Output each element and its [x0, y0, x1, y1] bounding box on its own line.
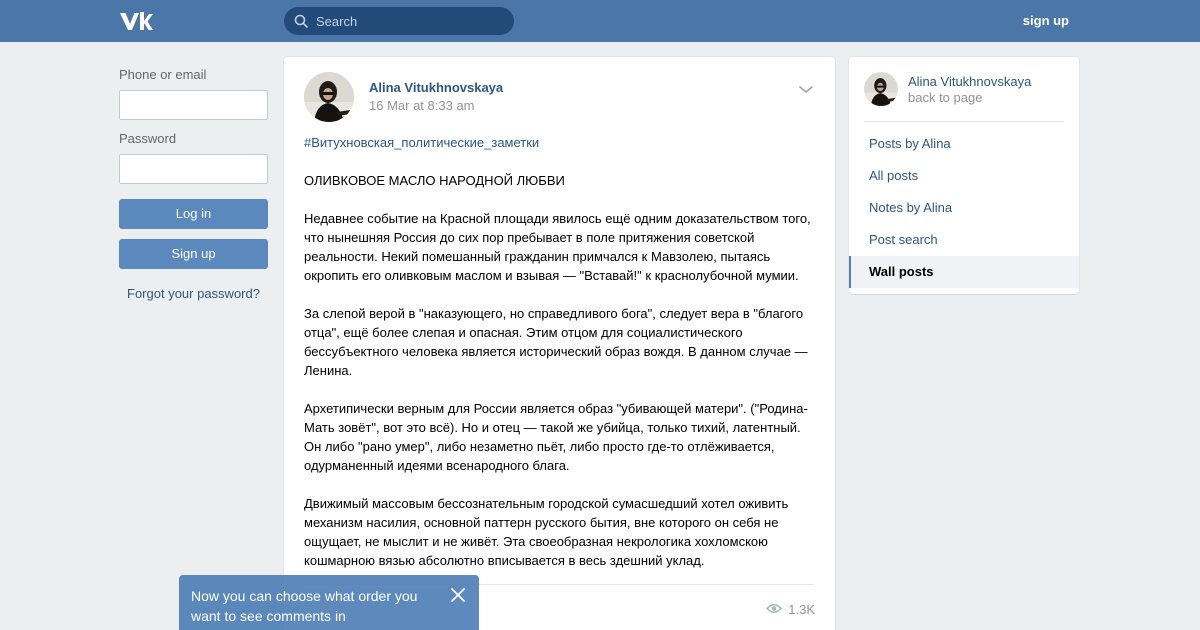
top-header	[0, 0, 1200, 42]
notification-toast	[179, 575, 479, 630]
password-label: Password	[119, 131, 177, 146]
post-paragraph: Движимый массовым бессознательным городской сумасшедший хотел оживить механизм насилия, основной паттерн русского бытия, вне которого он себя не ощущает, не мыслит и не живёт. Эта своеобразная некрологика хохломскою кошмарною вязью абсолютно вписывается в весь здешний уклад.	[304, 496, 789, 568]
sidebar-item-posts-by-alina[interactable]: Posts by Alina	[869, 136, 951, 151]
password-input[interactable]	[119, 154, 268, 184]
forgot-password-link[interactable]: Forgot your password?	[127, 286, 260, 301]
sidebar-profile-name[interactable]: Alina Vitukhnovskaya	[908, 74, 1032, 89]
sidebar-item-post-search[interactable]: Post search	[869, 232, 938, 247]
post-body	[304, 133, 819, 589]
avatar[interactable]	[864, 72, 898, 106]
wall-post	[284, 57, 835, 630]
search-icon	[294, 14, 308, 28]
chevron-down-icon[interactable]	[799, 83, 813, 93]
login-button[interactable]: Log in	[119, 199, 268, 229]
phone-label: Phone or email	[119, 67, 207, 82]
toast-message: Now you can choose what order you want to see comments in	[191, 588, 418, 624]
post-paragraph: За слепой верой в "наказующего, но справедливого бога", следует вера в "благого отца", ещё более слепая и опасная. Этим отцом для социалистического бессубъектного человека является исторический образ вождя. В данном случае — Ленина.	[304, 306, 808, 378]
vk-logo-icon[interactable]	[119, 10, 153, 32]
eye-icon	[766, 602, 782, 617]
sidebar-item-all-posts[interactable]: All posts	[869, 168, 919, 183]
post-paragraph: Архетипически верным для России является образ "убивающей матери". ("Родина-Мать зовёт", вот это всё). Но и отец — такой же убийца, только тихий, латентный. Он либо "рано умер", либо незаметно пьёт, либо просто где-то отлёживается, одурманенный идеями всенародного блага.	[304, 401, 808, 473]
back-to-page-link[interactable]: back to page	[908, 90, 983, 105]
post-date[interactable]: 16 Mar at 8:33 am	[369, 98, 475, 113]
login-form	[119, 58, 268, 301]
sidebar-divider	[864, 121, 1064, 122]
avatar[interactable]	[304, 72, 354, 122]
sidebar-item-notes[interactable]: Notes by Alina	[869, 200, 953, 215]
close-icon[interactable]	[451, 588, 465, 602]
sidebar-menu	[849, 128, 1079, 288]
sidebar-item-wall-posts[interactable]: Wall posts	[849, 256, 1079, 288]
post-title: ОЛИВКОВОЕ МАСЛО НАРОДНОЙ ЛЮБВИ	[304, 173, 565, 188]
signup-button[interactable]: Sign up	[119, 239, 268, 269]
views-count: 1.3K	[788, 602, 815, 617]
post-hashtag[interactable]: #Витухновская_политические_заметки	[304, 135, 540, 150]
search-input[interactable]	[316, 14, 496, 29]
search-box[interactable]	[284, 7, 514, 35]
views-counter	[766, 602, 815, 617]
header-signup-link[interactable]: sign up	[1022, 13, 1069, 28]
profile-sidebar	[849, 57, 1079, 294]
post-author[interactable]: Alina Vitukhnovskaya	[369, 80, 504, 95]
phone-input[interactable]	[119, 90, 268, 120]
post-paragraph: Недавнее событие на Красной площади явилось ещё одним доказательством того, что нынешняя Россия до сих пор пребывает в поле притяжения советской реальности. Некий помешанный гражданин примчался к Мавзолею, пытаясь окропить его оливковым маслом и взывая — "Вставай!" к краснолубочной мумии.	[304, 211, 811, 283]
